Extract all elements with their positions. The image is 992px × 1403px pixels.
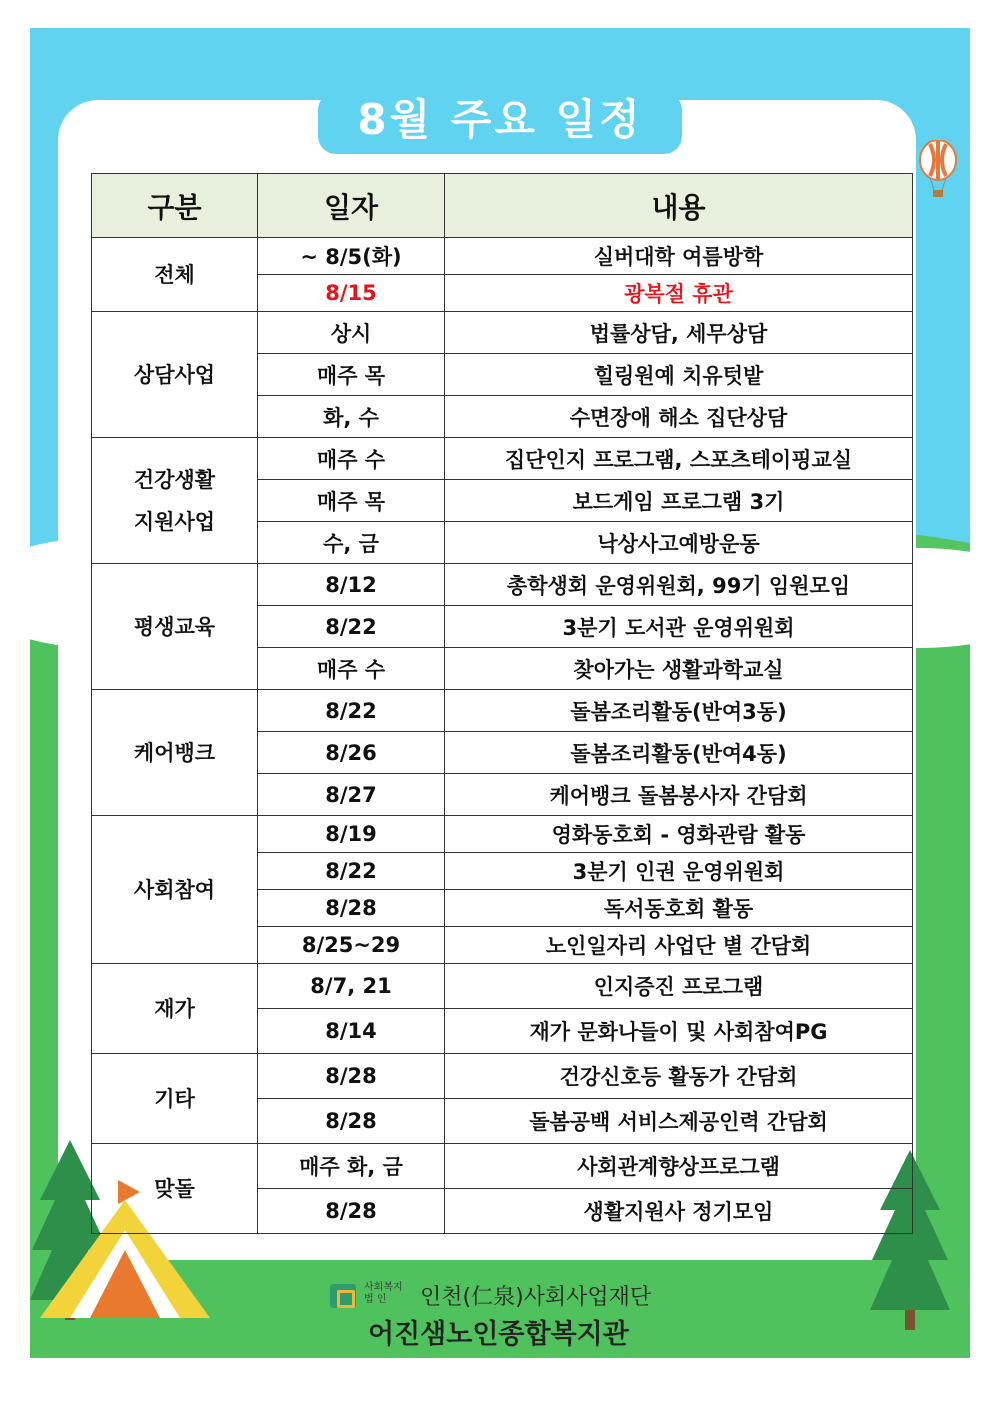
date-cell: 8/22 bbox=[258, 853, 445, 890]
category-cell: 전체 bbox=[92, 238, 258, 312]
date-cell: 8/14 bbox=[258, 1009, 445, 1054]
content-cell: 법률상담, 세무상담 bbox=[445, 312, 913, 354]
date-cell: 매주 수 bbox=[258, 438, 445, 480]
content-cell: 찾아가는 생활과학교실 bbox=[445, 648, 913, 690]
category-cell: 기타 bbox=[92, 1054, 258, 1144]
date-cell: 수, 금 bbox=[258, 522, 445, 564]
content-cell: 3분기 도서관 운영위원회 bbox=[445, 606, 913, 648]
foundation-logo-icon bbox=[330, 1284, 356, 1308]
content-cell: 돌봄공백 서비스제공인력 간담회 bbox=[445, 1099, 913, 1144]
content-cell: 인지증진 프로그램 bbox=[445, 964, 913, 1009]
center-name: 어진샘노인종합복지관 bbox=[368, 1319, 629, 1350]
category-cell: 상담사업 bbox=[92, 312, 258, 438]
page-title: 8월 주요 일정 bbox=[318, 92, 682, 154]
table-row bbox=[92, 964, 913, 1009]
date-cell: 매주 목 bbox=[258, 480, 445, 522]
content-cell: 수면장애 해소 집단상담 bbox=[445, 396, 913, 438]
content-cell: 힐링원예 치유텃밭 bbox=[445, 354, 913, 396]
category-cell: 맞돌 bbox=[92, 1144, 258, 1234]
header-date: 일자 bbox=[258, 174, 445, 238]
date-cell: 8/19 bbox=[258, 816, 445, 853]
header-category: 구분 bbox=[92, 174, 258, 238]
content-cell: 재가 문화나들이 및 사회참여PG bbox=[445, 1009, 913, 1054]
content-cell: 건강신호등 활동가 간담회 bbox=[445, 1054, 913, 1099]
content-cell: 영화동호회 - 영화관람 활동 bbox=[445, 816, 913, 853]
date-cell: 8/26 bbox=[258, 732, 445, 774]
date-cell: 화, 수 bbox=[258, 396, 445, 438]
date-cell: ~ 8/5(화) bbox=[258, 238, 445, 275]
category-cell: 평생교육 bbox=[92, 564, 258, 690]
category-cell: 사회참여 bbox=[92, 816, 258, 964]
date-cell: 8/22 bbox=[258, 606, 445, 648]
category-cell: 건강생활 지원사업 bbox=[92, 438, 258, 564]
content-cell: 케어뱅크 돌봄봉사자 간담회 bbox=[445, 774, 913, 816]
content-cell: 총학생회 운영위원회, 99기 임원모임 bbox=[445, 564, 913, 606]
date-cell: 8/28 bbox=[258, 1189, 445, 1234]
content-cell: 3분기 인권 운영위원회 bbox=[445, 853, 913, 890]
date-cell: 8/15 bbox=[258, 275, 445, 312]
table-row bbox=[92, 564, 913, 606]
table-row bbox=[92, 816, 913, 853]
table-row bbox=[92, 1054, 913, 1099]
date-cell: 매주 화, 금 bbox=[258, 1144, 445, 1189]
schedule-table bbox=[91, 173, 913, 1234]
hot-air-balloon-icon bbox=[918, 140, 958, 200]
category-cell: 재가 bbox=[92, 964, 258, 1054]
date-cell: 8/28 bbox=[258, 1054, 445, 1099]
date-cell: 8/28 bbox=[258, 890, 445, 927]
table-row bbox=[92, 1144, 913, 1189]
date-cell: 매주 목 bbox=[258, 354, 445, 396]
content-cell: 독서동호회 활동 bbox=[445, 890, 913, 927]
date-cell: 8/12 bbox=[258, 564, 445, 606]
date-cell: 8/27 bbox=[258, 774, 445, 816]
content-cell: 생활지원사 정기모임 bbox=[445, 1189, 913, 1234]
content-cell: 돌봄조리활동(반여4동) bbox=[445, 732, 913, 774]
date-cell: 매주 수 bbox=[258, 648, 445, 690]
content-cell: 낙상사고예방운동 bbox=[445, 522, 913, 564]
date-cell: 8/25~29 bbox=[258, 927, 445, 964]
corp-label: 사회복지 법 인 bbox=[364, 1282, 403, 1305]
content-cell: 돌봄조리활동(반여3동) bbox=[445, 690, 913, 732]
date-cell: 8/7, 21 bbox=[258, 964, 445, 1009]
table-row bbox=[92, 438, 913, 480]
content-cell: 광복절 휴관 bbox=[445, 275, 913, 312]
table-header-row bbox=[92, 174, 913, 238]
table-row bbox=[92, 238, 913, 275]
header-content: 내용 bbox=[445, 174, 913, 238]
content-cell: 집단인지 프로그램, 스포츠테이핑교실 bbox=[445, 438, 913, 480]
content-cell: 실버대학 여름방학 bbox=[445, 238, 913, 275]
date-cell: 8/22 bbox=[258, 690, 445, 732]
table-row bbox=[92, 312, 913, 354]
table-row bbox=[92, 690, 913, 732]
date-cell: 8/28 bbox=[258, 1099, 445, 1144]
category-cell: 케어뱅크 bbox=[92, 690, 258, 816]
date-cell: 상시 bbox=[258, 312, 445, 354]
content-cell: 보드게임 프로그램 3기 bbox=[445, 480, 913, 522]
foundation-name: 인천(仁泉)사회사업재단 bbox=[420, 1285, 652, 1310]
content-cell: 노인일자리 사업단 별 간담회 bbox=[445, 927, 913, 964]
content-cell: 사회관계향상프로그램 bbox=[445, 1144, 913, 1189]
